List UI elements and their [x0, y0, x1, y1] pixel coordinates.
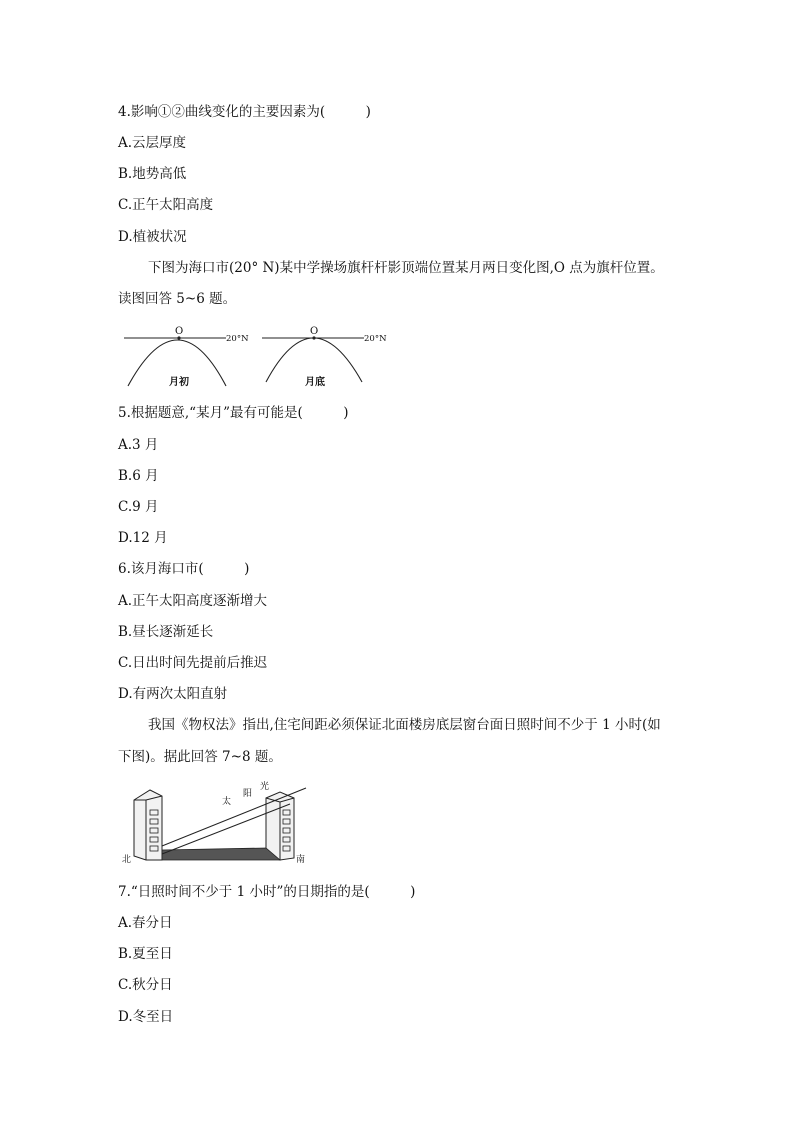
q6-option-c: C.日出时间先提前后推迟 — [118, 655, 268, 671]
caption-month-end: 月底 — [305, 377, 325, 388]
intro-5-6-line1: 下图为海口市(20° N)某中学操场旗杆杆影顶端位置某月两日变化图,O 点为旗杆位置。 — [148, 260, 664, 276]
latitude-label-left: 20°N — [226, 334, 249, 344]
caption-month-start: 月初 — [169, 377, 189, 388]
q7-option-c: C.秋分日 — [118, 977, 173, 993]
latitude-label-right: 20°N — [364, 334, 387, 344]
q4-option-d: D.植被状况 — [118, 229, 187, 245]
q6-option-d: D.有两次太阳直射 — [118, 686, 228, 702]
intro-7-8-line1: 我国《物权法》指出,住宅间距必须保证北面楼房底层窗台面日照时间不少于 1 小时(如 — [148, 717, 661, 733]
flagpole-o-label-right: O — [310, 326, 319, 337]
ground-shadow — [162, 848, 280, 860]
intro-7-8-line2: 下图)。据此回答 7~8 题。 — [118, 749, 282, 765]
south-label: 南 — [296, 855, 306, 865]
north-building — [134, 790, 162, 860]
north-label: 北 — [122, 855, 132, 865]
q7-option-a: A.春分日 — [118, 915, 173, 931]
q7-option-b: B.夏至日 — [118, 946, 173, 962]
shadow-curve-figure — [118, 320, 398, 392]
q5-option-a: A.3 月 — [118, 437, 159, 453]
shadow-curve-month-end — [262, 326, 387, 388]
q4-option-b: B.地势高低 — [118, 166, 187, 182]
sun-label-2: 阳 — [243, 789, 253, 799]
sun-label-3: 光 — [260, 782, 270, 792]
q5-option-c: C.9 月 — [118, 499, 159, 515]
intro-5-6-line2: 读图回答 5~6 题。 — [118, 291, 237, 307]
q7-option-d: D.冬至日 — [118, 1009, 174, 1025]
building-sunlight-figure — [118, 778, 318, 870]
flagpole-o-label-left: O — [175, 326, 184, 337]
q6-option-b: B.昼长逐渐延长 — [118, 624, 214, 640]
q6-stem: 6.该月海口市( ) — [118, 561, 250, 577]
q4-option-a: A.云层厚度 — [118, 135, 187, 151]
q6-option-a: A.正午太阳高度逐渐增大 — [118, 593, 268, 609]
q4-option-c: C.正午太阳高度 — [118, 197, 214, 213]
shadow-curve-month-start — [124, 326, 249, 388]
q7-stem: 7.“日照时间不少于 1 小时”的日期指的是( ) — [118, 884, 416, 900]
q4-stem: 4.影响①②曲线变化的主要因素为( ) — [118, 104, 371, 120]
sun-label-1: 太 — [222, 797, 232, 807]
q5-option-d: D.12 月 — [118, 530, 168, 546]
q5-stem: 5.根据题意,“某月”最有可能是( ) — [118, 405, 349, 421]
q5-option-b: B.6 月 — [118, 468, 159, 484]
